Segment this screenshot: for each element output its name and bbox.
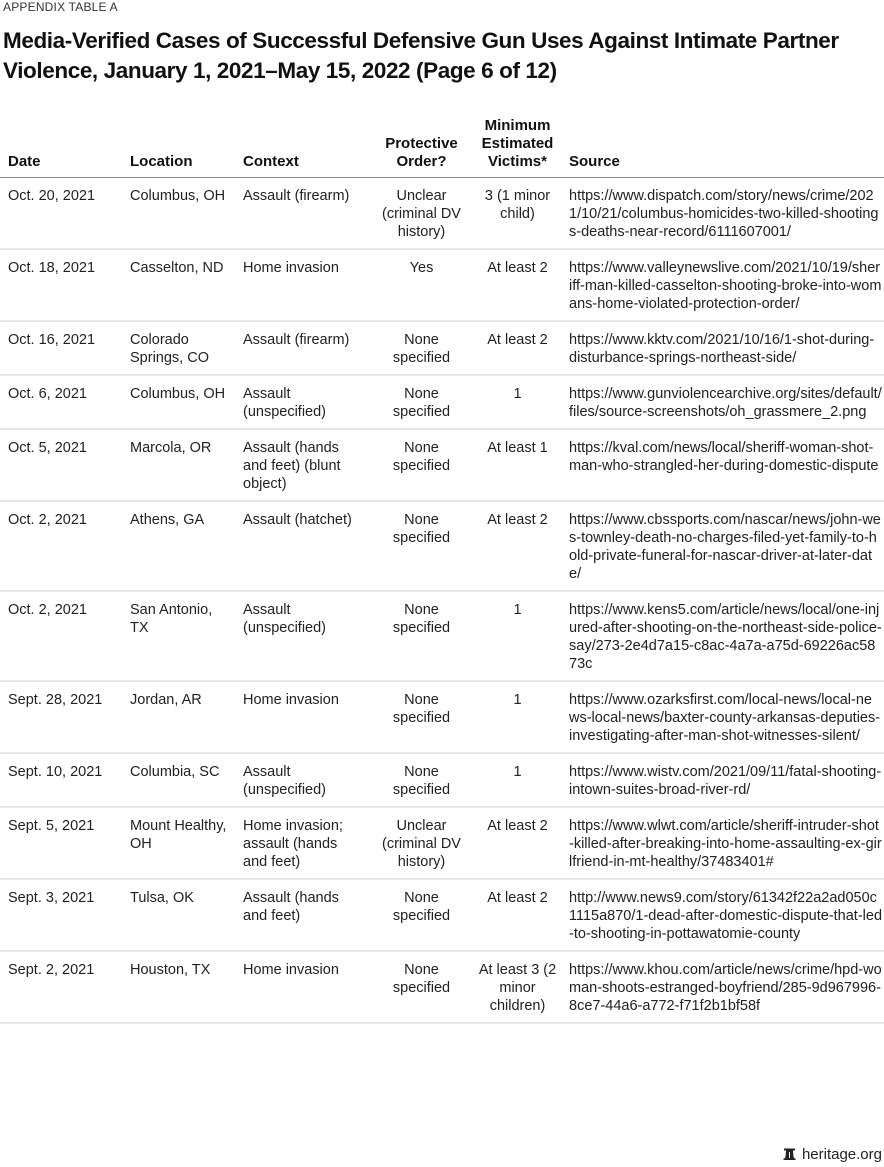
col-header-location: Location [122,117,235,178]
table-row [0,178,884,250]
cell-protective-order: None specified [369,753,470,807]
cell-victims: At least 2 [470,879,561,951]
cell-location: Columbus, OH [122,178,235,250]
table-row [0,375,884,429]
cell-location: Columbia, SC [122,753,235,807]
cell-protective-order: None specified [369,681,470,753]
cell-date: Sept. 10, 2021 [0,753,122,807]
cell-context: Assault (hatchet) [235,501,369,591]
cell-source-link[interactable]: https://www.wlwt.com/article/sheriff-intruder-shot-killed-after-breaking-into-home-assaulting-ex-girlfriend-in-mt-healthy/37483401# [561,807,884,879]
cell-source-link[interactable]: https://www.gunviolencearchive.org/sites/default/files/source-screenshots/oh_grassmere_2.png [561,375,884,429]
cell-source-link[interactable]: https://www.kktv.com/2021/10/16/1-shot-during-disturbance-springs-northeast-side/ [561,321,884,375]
cell-victims: At least 1 [470,429,561,501]
cell-context: Assault (hands and feet) (blunt object) [235,429,369,501]
cell-context: Home invasion [235,681,369,753]
page-title: Media-Verified Cases of Successful Defensive Gun Uses Against Intimate Partner Violence, January 1, 2021–May 15, 2022 (Page 6 of 12) [3,28,839,83]
cell-location: Marcola, OR [122,429,235,501]
cell-protective-order: Yes [369,249,470,321]
cell-victims: 3 (1 minor child) [470,178,561,250]
table-row [0,321,884,375]
cell-location: San Antonio, TX [122,591,235,681]
cell-location: Colorado Springs, CO [122,321,235,375]
cell-date: Oct. 2, 2021 [0,501,122,591]
cell-protective-order: Unclear (criminal DV history) [369,807,470,879]
cell-location: Tulsa, OK [122,879,235,951]
table-row [0,249,884,321]
col-header-date: Date [0,117,122,178]
cell-context: Assault (hands and feet) [235,879,369,951]
cell-date: Oct. 20, 2021 [0,178,122,250]
table-row [0,429,884,501]
cell-source-link[interactable]: https://kval.com/news/local/sheriff-woman-shot-man-who-strangled-her-during-domestic-dispute [561,429,884,501]
table-row [0,753,884,807]
cell-protective-order: None specified [369,321,470,375]
cell-date: Sept. 2, 2021 [0,951,122,1023]
cell-location: Houston, TX [122,951,235,1023]
cell-context: Assault (firearm) [235,321,369,375]
liberty-bell-icon [783,1148,796,1161]
cell-victims: 1 [470,591,561,681]
cell-victims: At least 2 [470,501,561,591]
cases-table [0,117,884,1024]
cell-location: Casselton, ND [122,249,235,321]
cell-protective-order: None specified [369,879,470,951]
cell-context: Assault (unspecified) [235,753,369,807]
cell-source-link[interactable]: https://www.khou.com/article/news/crime/hpd-woman-shoots-estranged-boyfriend/285-9d967996-8ce7-44a6-a772-f71f2b1bf58f [561,951,884,1023]
cell-protective-order: None specified [369,501,470,591]
table-row [0,501,884,591]
cell-protective-order: None specified [369,375,470,429]
cell-source-link[interactable]: https://www.ozarksfirst.com/local-news/local-news-local-news/baxter-county-arkansas-deputies-investigating-after-man-shot-witnesses-silent/ [561,681,884,753]
col-header-source: Source [561,117,884,178]
table-row [0,807,884,879]
cell-context: Home invasion [235,951,369,1023]
cell-context: Assault (unspecified) [235,375,369,429]
col-header-victims: Minimum Estimated Victims* [470,117,561,178]
cell-source-link[interactable]: https://www.cbssports.com/nascar/news/john-wes-townley-death-no-charges-filed-yet-family-to-hold-private-funeral-for-nascar-driver-at-later-date/ [561,501,884,591]
cell-source-link[interactable]: http://www.news9.com/story/61342f22a2ad050c1115a870/1-dead-after-domestic-dispute-that-led-to-shooting-in-pottawatomie-county [561,879,884,951]
cell-victims: 1 [470,753,561,807]
cell-victims: At least 2 [470,807,561,879]
cell-victims: At least 2 [470,321,561,375]
cell-date: Oct. 5, 2021 [0,429,122,501]
cell-victims: 1 [470,681,561,753]
table-row [0,681,884,753]
cell-context: Assault (firearm) [235,178,369,250]
table-row [0,879,884,951]
table-header-row [0,117,884,178]
cell-location: Athens, GA [122,501,235,591]
footer-site[interactable]: heritage.org [801,1146,882,1163]
table-row [0,951,884,1023]
cell-protective-order: None specified [369,591,470,681]
cell-victims: At least 2 [470,249,561,321]
cell-location: Mount Healthy, OH [122,807,235,879]
cell-protective-order: None specified [369,951,470,1023]
footer-branding [783,1146,882,1163]
cell-location: Jordan, AR [122,681,235,753]
cell-date: Oct. 6, 2021 [0,375,122,429]
cell-date: Sept. 28, 2021 [0,681,122,753]
col-header-protective-order: Protective Order? [369,117,470,178]
col-header-context: Context [235,117,369,178]
cell-date: Oct. 2, 2021 [0,591,122,681]
cell-source-link[interactable]: https://www.wistv.com/2021/09/11/fatal-shooting-intown-suites-broad-river-rd/ [561,753,884,807]
cell-context: Home invasion; assault (hands and feet) [235,807,369,879]
cell-date: Sept. 5, 2021 [0,807,122,879]
cell-protective-order: Unclear (criminal DV history) [369,178,470,250]
cell-context: Assault (unspecified) [235,591,369,681]
cell-date: Sept. 3, 2021 [0,879,122,951]
cell-victims: 1 [470,375,561,429]
cell-location: Columbus, OH [122,375,235,429]
table-kicker: APPENDIX TABLE A [3,0,118,14]
cell-date: Oct. 16, 2021 [0,321,122,375]
table-row [0,591,884,681]
cell-protective-order: None specified [369,429,470,501]
cell-source-link[interactable]: https://www.dispatch.com/story/news/crime/2021/10/21/columbus-homicides-two-killed-shootings-deaths-near-record/6111607001/ [561,178,884,250]
cell-context: Home invasion [235,249,369,321]
cell-source-link[interactable]: https://www.valleynewslive.com/2021/10/19/sheriff-man-killed-casselton-shooting-broke-into-womans-home-violated-protection-order/ [561,249,884,321]
cell-date: Oct. 18, 2021 [0,249,122,321]
cell-source-link[interactable]: https://www.kens5.com/article/news/local/one-injured-after-shooting-on-the-northeast-side-police-say/273-2e4d7a15-c8ac-4a7a-a75d-69226ac5873c [561,591,884,681]
cell-victims: At least 3 (2 minor children) [470,951,561,1023]
